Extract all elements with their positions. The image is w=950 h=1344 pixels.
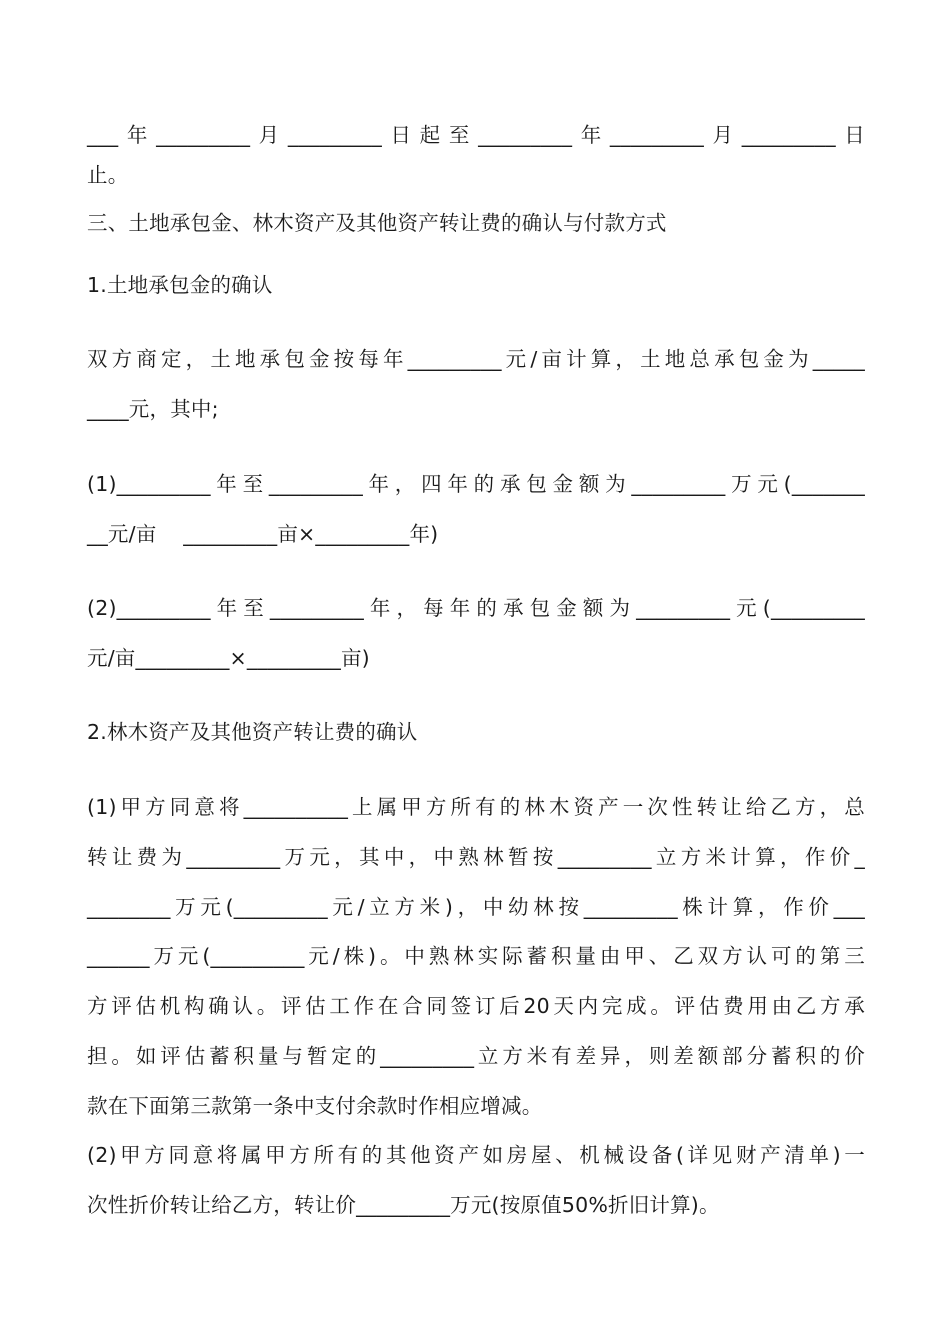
forest-asset-paragraph-line: 担。如评估蓄积量与暂定的_________立方米有差异，则差额部分蓄积的价: [87, 1044, 865, 1068]
subsection-1-heading: 1.土地承包金的确认: [87, 273, 273, 297]
forest-asset-paragraph-line: 款在下面第三款第一条中支付余款时作相应增减。: [87, 1094, 543, 1118]
item-1-line: __元/亩 _________亩×_________年): [87, 522, 439, 546]
item-2-line: 元/亩_________×_________亩): [87, 646, 370, 670]
forest-asset-paragraph-line: 转让费为_________万元，其中，中熟林暂按_________立方米计算，作价_: [87, 845, 865, 869]
term-dates-line: ___年_________月_________日起至_________年_________月_________日: [87, 123, 865, 147]
subsection-2-heading: 2.林木资产及其他资产转让费的确认: [87, 720, 418, 744]
other-asset-paragraph-line: (2)甲方同意将属甲方所有的其他资产如房屋、机械设备(详见财产清单)一: [87, 1143, 865, 1167]
forest-asset-paragraph-line: 方评估机构确认。评估工作在合同签订后20天内完成。评估费用由乙方承: [87, 994, 865, 1018]
term-dates-line-end: 止。: [87, 163, 129, 187]
paragraph-line: ____元，其中;: [87, 397, 219, 421]
item-1-line: (1)_________年至_________年，四年的承包金额为_________万元(_______: [87, 472, 865, 496]
forest-asset-paragraph-line: ______万元(_________元/株)。中熟林实际蓄积量由甲、乙双方认可的第三: [87, 944, 865, 968]
section-three-heading: 三、土地承包金、林木资产及其他资产转让费的确认与付款方式: [87, 211, 667, 235]
paragraph-line: 双方商定，土地承包金按每年_________元/亩计算，土地总承包金为_____: [87, 347, 865, 371]
other-asset-paragraph-line: 次性折价转让给乙方，转让价_________万元(按原值50%折旧计算)。: [87, 1193, 720, 1217]
forest-asset-paragraph-line: (1)甲方同意将__________上属甲方所有的林木资产一次性转让给乙方，总: [87, 795, 865, 819]
item-2-line: (2)_________年至_________年，每年的承包金额为_________元(_________: [87, 596, 865, 620]
forest-asset-paragraph-line: ________万元(_________元/立方米)，中幼林按_________株计算，作价___: [87, 895, 865, 919]
